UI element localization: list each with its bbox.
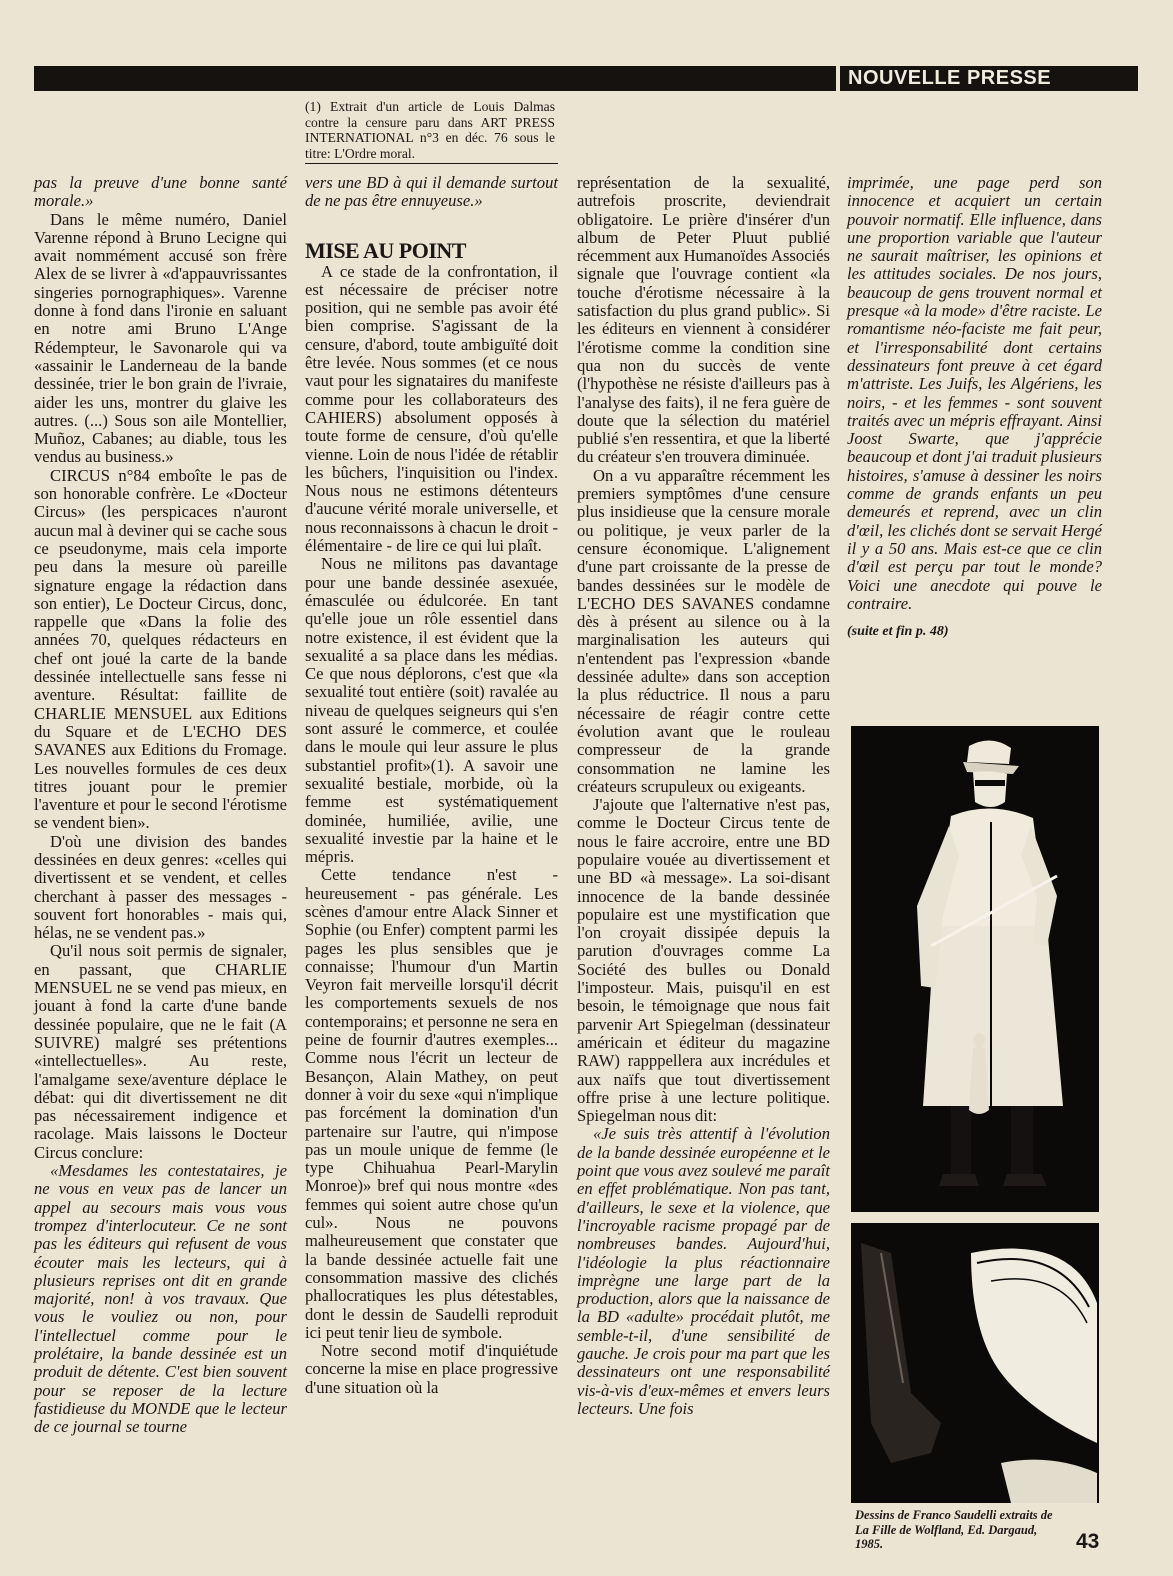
article-column-2: [305, 174, 558, 1397]
paragraph: D'où une division des bandes dessinées en deux genres: «celles qui divertissent et se vendent, et celles cherchant à passer des messages - souvent fort honorables - mais qui, hélas, ne se vendent pas.»: [34, 831, 287, 943]
paragraph: imprimée, une page perd son innocence et acquiert un certain pouvoir normatif. Elle influence, dans une proportion variable que l'auteur ne saurait maîtriser, les opinions et les attitudes sociales. De nos jours, beaucoup de gens trouvent normal et presque «à la mode» d'être raciste. Le romantisme néo-faciste me fait peur, et l'irresponsabilité dont certains dessinateurs font preuve à cet égard m'attriste. Les Juifs, les Algériens, les noirs, - et les femmes - sont souvent traités avec un mépris effrayant. Ainsi Joost Swarte, que j'apprécie beaucoup et dont j'ai traduit plusieurs histoires, s'amuse à dessiner les noirs comme de grands enfants un peu demeurés et reprend, avec un clin d'œil, les clichés dont se servait Hergé il y a 50 ans. Mais est-ce que ce clin d'œil est perçu par tout le monde? Voici une anecdote qui pouve le contraire.: [847, 173, 1103, 613]
illustration-woman-profile: [851, 1223, 1099, 1503]
paragraph: «Je suis très attentif à l'évolution de la bande dessinée européenne et le point que vous avez soulevé me paraît en effet problématique. Non pas tant, d'ailleurs, le sexe et la violence, que l'incroyable racisme propagé par de nombreuses bandes. Aujourd'hui, l'idéologie la plus réactionnaire imprègne une large part de la production, alors que la naissance de la BD «adulte» procédait plutôt, me semble-t-il, d'une sensibilité de gauche. Je crois pour ma part que les dessinateurs ont une responsabilité vis-à-vis d'eux-mêmes et envers leurs lecteurs. Une fois: [577, 1124, 830, 1418]
section-label: NOUVELLE PRESSE: [840, 66, 1138, 91]
paragraph: A ce stade de la confrontation, il est nécessaire de préciser notre position, qui ne semble pas avoir été bien comprise. S'agissant de la censure, d'abord, toute ambiguïté doit être levée. Nous sommes (et ce nous vaut pour les signataires du manifeste comme pour les collaborateurs des CAHIERS) absolument opposés à toute forme de censure, d'où qu'elle vienne. Loin de nous l'idée de rétablir les bûchers, l'inquisition ou l'index. Nous nous ne estimons détenteurs d'aucune vérité morale universelle, et nous reconnaissons à chacun le droit - élémentaire - de lire ce qui lui plaît.: [305, 261, 558, 556]
page-number: 43: [1076, 1530, 1100, 1553]
paragraph: Cette tendance n'est - heureusement - pas générale. Les scènes d'amour entre Alack Sinner et Sophie (ou Enfer) comptent parmi les pages les plus sensibles que je connaisse; l'humour d'un Martin Veyron fait merveille lorsqu'il décrit les comportements sexuels de nos contemporains; et personne ne sera en peine de fournir d'autres exemples... Comme nous l'écrit un lecteur de Besançon, Alain Mathey, on peut donner à voir du sexe «qui n'implique pas forcément la domination d'un partenaire sur l'autre, qui n'impose pas un moule unique de femme (le type Chihuahua Pearl-Marylin Monroe)» bref qui nous montre «des femmes qui soient autre chose qu'un cul». Nous ne pouvons malheureusement que constater que la bande dessinée actuelle fait une consommation massive des clichés phallocratiques les plus détestables, dont le dessin de Saudelli reproduit ici peut tenir lieu de symbole.: [305, 865, 558, 1342]
paragraph: pas la preuve d'une bonne santé morale.»: [34, 173, 287, 211]
paragraph: On a vu apparaître récemment les premiers symptômes d'une censure plus insidieuse que la censure morale ou politique, je veux parler de la censure économique. L'alignement d'une part croissante de la presse de bandes dessinées sur le modèle de L'ECHO DES SAVANES condamne dès à présent au silence ou à la marginalisation les auteurs qui n'entendent pas l'expression «bande dessinée adulte» dans son acception la plus réductrice. Il nous a paru nécessaire de réagir contre cette évolution avant que le rouleau compresseur de la grande consommation ne lamine les créateurs scrupuleux ou exigeants.: [577, 465, 830, 796]
article-column-1: [34, 174, 287, 1436]
paragraph: vers une BD à qui il demande surtout de ne pas être ennuyeuse.»: [305, 173, 558, 211]
paragraph: CIRCUS n°84 emboîte le pas de son honorable confrère. Le «Docteur Circus» (les perspicaces n'auront aucun mal à deviner qui se cache sous ce pseudonyme, mais cela importe peu dans la mesure où pareille signature engage la rédaction dans son entier), Le Docteur Circus, donc, rappelle que «Dans la folie des années 70, quelques rédacteurs en chef ont joué la carte de la bande dessinée intellectuelle sans fesse ni aventure. Résultat: faillite de CHARLIE MENSUEL aux Editions du Square et de L'ECHO DES SAVANES aux Editions du Fromage. Les nouvelles formules de ces deux titres jouant pour le premier l'aventure et pour le second l'érotisme se vendent bien».: [34, 465, 287, 833]
header-bar: [34, 66, 836, 91]
paragraph: «Mesdames les contestataires, je ne vous en veux pas de lancer un appel au secours mais vous vous trompez d'interlocuteur. Ce ne sont pas les éditeurs qui refusent de vous écouter mais les lecteurs, qui à plusieurs reprises ont dit en grande majorité, non! à vos travaux. Que vous le vouliez ou non, pour l'intellectuel comme pour le prolétaire, la bande dessinée est un produit de détente. C'est bien souvent pour se reposer de la lecture fastidieuse du MONDE que le lecteur de ce journal se tourne: [34, 1161, 287, 1437]
continuation-note: (suite et fin p. 48): [847, 624, 949, 640]
article-column-3: [577, 174, 830, 1418]
paragraph: Dans le même numéro, Daniel Varenne répond à Bruno Lecigne qui avait nommément accusé son frère Alex de se livrer à «d'appauvrissantes singeries pornographiques». Varenne donne à fond dans l'ironie en saluant en notre ami Bruno L'Ange Rédempteur, le Savonarole qui va «assainir le Landerneau de la bande dessinée, trier le bon grain de l'ivraie, aider les uns, montrer du glaive les autres. (...) Sous son aile Montellier, Muñoz, Cabanes; au diable, tous les vendus au business.»: [34, 209, 287, 467]
illustration-caption: Dessins de Franco Saudelli extraits de La Fille de Wolfland, Ed. Dargaud, 1985.: [855, 1508, 1053, 1551]
section-heading: MISE AU POINT: [305, 237, 466, 263]
illustration-officer: [851, 726, 1099, 1212]
footnote-rule: [305, 163, 558, 164]
paragraph: J'ajoute que l'alternative n'est pas, comme le Docteur Circus tente de nous le faire accroire, entre une BD populaire vouée au divertissement et une BD «à message». La soi-disant innocence de la bande dessinée populaire est une mystification que l'on croyait dissipée depuis la parution d'ouvrages comme La Société des bulles ou Donald l'imposteur. Mais, puisqu'il en est besoin, le témoignage que nous fait parvenir Art Spiegelman (dessinateur américain et éditeur du magazine RAW) rapppellera aux incrédules et aux naïfs que tout divertissement offre prise à une lecture politique. Spiegelman nous dit:: [577, 795, 830, 1126]
paragraph: Nous ne militons pas davantage pour une bande dessinée asexuée, émasculée ou édulcorée. En tant qu'elle joue un rôle essentiel dans notre existence, il est évident que la sexualité a sa place dans les médias. Ce que nous déplorons, c'est que «la sexualité tout entière (soit) ravalée au niveau de quelques seigneurs qui s'en sont assuré le commerce, et coulée dans le moule qui leur assure le plus substantiel profit»(1). A savoir une sexualité bestiale, morbide, où la femme est systématiquement dominée, humiliée, avilie, une sexualité investie par la haine et le mépris.: [305, 554, 558, 867]
paragraph: Qu'il nous soit permis de signaler, en passant, que CHARLIE MENSUEL ne se vend pas mieux, en jouant à fond la carte d'une bande dessinée populaire, que ne le fait (A SUIVRE) malgré ses prétentions «intellectuelles». Au reste, l'amalgame sexe/aventure déplace le débat: qui dit divertissement ne dit pas nécessairement indigence et racolage. Mais laissons le Docteur Circus conclure:: [34, 941, 287, 1162]
paragraph: représentation de la sexualité, autrefois proscrite, deviendrait obligatoire. Le prière d'insérer d'un album de Peter Pluut publié récemment aux Humanoïdes Associés signale que l'ouvrage contient «la touche d'érotisme nécessaire à la satisfaction du plus grand public». Si les éditeurs en viennent à considérer l'érotisme comme la condition sine qua non du succès de vente (l'hypothèse ne résiste d'ailleurs pas à l'analyse des faits), il ne fera guère de doute que la sélection du matériel publié s'en ressentira, et que la liberté du créateur s'en trouvera diminuée.: [577, 173, 830, 467]
article-column-4: [847, 174, 1102, 641]
paragraph: Notre second motif d'inquiétude concerne la mise en place progressive d'une situation où la: [305, 1341, 558, 1397]
footnote: (1) Extrait d'un article de Louis Dalmas contre la censure paru dans ART PRESS INTERNATIONAL n°3 en déc. 76 sous le titre: L'Ordre moral.: [305, 99, 555, 161]
